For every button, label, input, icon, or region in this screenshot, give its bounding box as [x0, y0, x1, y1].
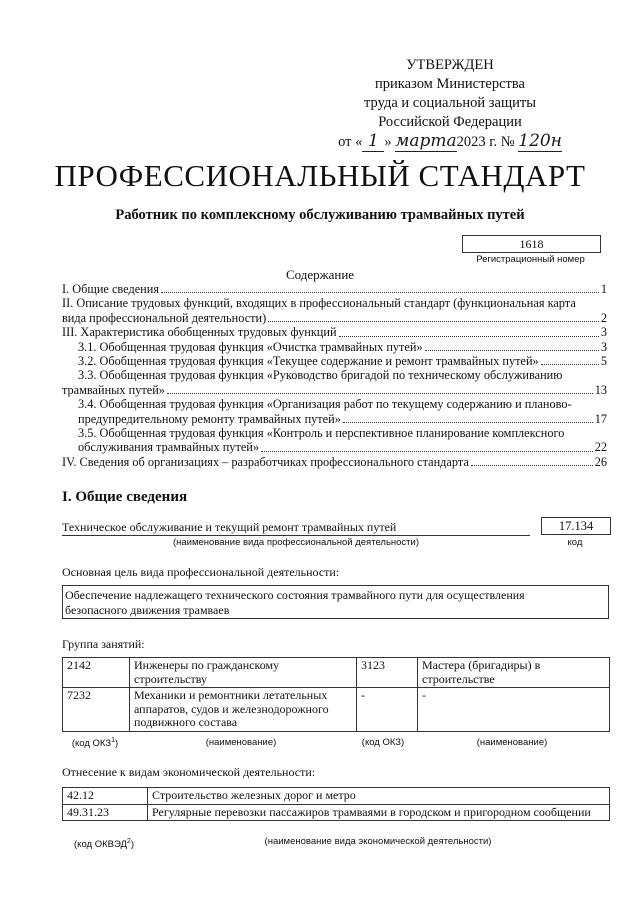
- toc-leader: [268, 321, 599, 322]
- registration-label: Регистрационный номер: [476, 254, 585, 265]
- okz-code-caption: (код ОКЗ): [361, 737, 405, 748]
- toc-item[interactable]: [62, 397, 607, 426]
- toc-item-text-cont: вида профессиональной деятельности): [62, 310, 267, 325]
- table-row: [63, 658, 610, 688]
- approval-line: приказом Министерства: [375, 76, 525, 92]
- okz-name: Механики и ремонтники летательных аппаратов, судов и железнодорожного подвижного состава: [130, 688, 357, 732]
- approval-line: Российской Федерации: [378, 114, 522, 130]
- registration-number: 1618: [462, 235, 601, 253]
- okz-name-caption: (наименование): [205, 737, 277, 748]
- toc-page: 17: [594, 411, 607, 426]
- toc-leader: [261, 451, 593, 452]
- okved-name: Строительство железных дорог и метро: [148, 788, 610, 805]
- approval-block: [300, 56, 600, 152]
- okved-name: Регулярные перевозки пассажиров трамваями в городском и пригородном сообщении: [148, 804, 610, 821]
- goal-label: Основная цель вида профессиональной деятельности:: [62, 565, 340, 579]
- toc-item-text: III. Характеристика обобщенных трудовых функций: [62, 325, 337, 340]
- toc-page: 13: [594, 382, 607, 397]
- date-mid: »: [384, 134, 392, 150]
- date-prefix: от «: [338, 134, 363, 150]
- toc-item-text-cont: трамвайных путей»: [62, 382, 165, 397]
- okved-code: 49.31.23: [63, 804, 148, 821]
- toc-item[interactable]: [62, 282, 607, 296]
- toc-item-text: II. Описание трудовых функций, входящих в профессиональный стандарт (функциональная карта: [62, 296, 576, 311]
- goal-field: [62, 585, 609, 619]
- toc-item-text: 3.2. Обобщенная трудовая функция «Текущее содержание и ремонт трамвайных путей»: [78, 354, 539, 369]
- toc-heading: Содержание: [285, 267, 355, 282]
- approval-date: [300, 132, 600, 152]
- caption-text: (код ОКВЭД: [74, 839, 127, 851]
- toc-item[interactable]: [62, 340, 607, 354]
- toc-leader: [425, 350, 599, 351]
- group-label: Группа занятий:: [62, 637, 145, 651]
- footnote-mark: 1: [111, 737, 115, 744]
- footnote-mark: 2: [126, 838, 131, 845]
- toc-item[interactable]: [62, 426, 607, 455]
- toc-leader: [167, 393, 593, 394]
- toc-item-text: 3.3. Обобщенная трудовая функция «Руководство бригадой по техническому обслуживанию: [78, 368, 563, 383]
- page-subtitle: Работник по комплексному обслуживанию трамвайных путей: [115, 207, 525, 223]
- approval-number: 120н: [518, 131, 562, 151]
- toc-item-text: IV. Сведения об организациях – разработчиках профессионального стандарта: [62, 454, 469, 469]
- activity-name: Техническое обслуживание и текущий ремонт трамвайных путей: [62, 520, 530, 536]
- goal-text: Обеспечение надлежащего технического состояния трамвайного пути для осуществления: [65, 588, 525, 602]
- toc-item-text: 3.5. Обобщенная трудовая функция «Контроль и перспективное планирование комплексного: [78, 426, 565, 441]
- toc-item-text-cont: обслуживания трамвайных путей»: [78, 440, 260, 455]
- toc-page: 5: [600, 354, 607, 369]
- table-row: [63, 788, 610, 805]
- caption-text: (код ОКЗ: [71, 738, 112, 750]
- toc-leader: [343, 422, 593, 423]
- toc-item-text-cont: предупредительному ремонту трамвайных путей»: [78, 411, 341, 426]
- approval-month: марта: [395, 131, 457, 151]
- section-heading: I. Общие сведения: [62, 489, 188, 505]
- approval-year: 2023 г. №: [456, 134, 515, 150]
- approval-line: труда и социальной защиты: [364, 95, 536, 111]
- okved-code-caption: [62, 838, 146, 850]
- toc-leader: [541, 364, 599, 365]
- page-title: ПРОФЕССИОНАЛЬНЫЙ СТАНДАРТ: [54, 158, 586, 193]
- okz-name: -: [418, 688, 610, 732]
- toc-page: 26: [594, 454, 607, 469]
- toc-leader: [471, 465, 593, 466]
- okz-code: 3123: [357, 658, 418, 688]
- toc-item-text: 3.1. Обобщенная трудовая функция «Очистка трамвайных путей»: [78, 339, 423, 354]
- econ-label: Отнесение к видам экономической деятельности:: [62, 765, 316, 779]
- caption-text: ): [114, 738, 119, 750]
- toc-leader: [339, 336, 599, 337]
- okz-code: 2142: [63, 658, 130, 688]
- caption-text: ): [130, 839, 134, 851]
- toc-item[interactable]: [62, 455, 607, 469]
- toc-item-text: 3.4. Обобщенная трудовая функция «Организация работ по текущему содержанию и планово-: [78, 397, 572, 412]
- toc-item[interactable]: [62, 296, 607, 325]
- table-of-contents: [62, 282, 607, 469]
- code-caption: код: [567, 537, 583, 548]
- toc-leader: [161, 292, 599, 293]
- toc-item[interactable]: [62, 325, 607, 339]
- toc-page: 3: [600, 325, 607, 340]
- okz-name: Инженеры по гражданскому строительству: [130, 658, 357, 688]
- goal-text: безопасного движения трамваев: [65, 603, 230, 617]
- approval-day: 1: [362, 132, 384, 152]
- toc-item[interactable]: [62, 354, 607, 368]
- toc-item-text: I. Общие сведения: [62, 282, 159, 296]
- toc-page: 22: [594, 440, 607, 455]
- toc-page: 1: [600, 282, 607, 296]
- okved-code: 42.12: [63, 788, 148, 805]
- econ-activity-table: [62, 787, 610, 821]
- approval-heading: УТВЕРЖДЕН: [406, 57, 494, 73]
- toc-item[interactable]: [62, 368, 607, 397]
- toc-page: 2: [600, 310, 607, 325]
- toc-page: 3: [600, 339, 607, 354]
- okz-code: -: [357, 688, 418, 732]
- okz-name-caption: (наименование): [476, 737, 548, 748]
- okz-code: 7232: [63, 688, 130, 732]
- activity-caption: (наименование вида профессиональной деятельности): [172, 537, 420, 548]
- activity-code: 17.134: [541, 517, 611, 535]
- okved-name-caption: (наименование вида экономической деятельности): [264, 836, 492, 847]
- occupation-group-table: [62, 657, 610, 732]
- table-row: [63, 804, 610, 821]
- okz-name: Мастера (бригадиры) в строительстве: [418, 658, 610, 688]
- okz-code-caption: [62, 737, 128, 749]
- table-row: [63, 688, 610, 732]
